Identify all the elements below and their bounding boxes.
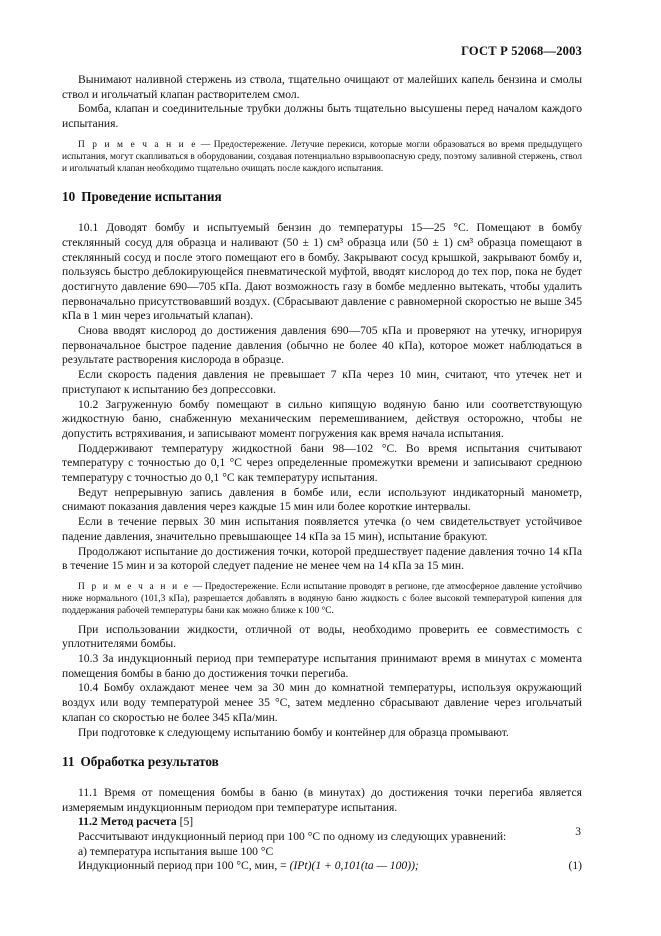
equation bbox=[62, 859, 582, 874]
paragraph: Снова вводят кислород до достижения давления 690—705 кПа и проверяют на утечку, игнорируя первоначальное быстрое падение давления (обычно не более 40 кПа), которое может наблюдаться в результате растворения кислорода в образце. bbox=[62, 324, 582, 367]
paragraph: Вынимают наливной стержень из ствола, тщательно очищают от малейших капель бензина и смолы ствол и игольчатый клапан растворителем смол. bbox=[62, 73, 582, 101]
paragraph: Ведут непрерывную запись давления в бомбе или, если используют индикаторный манометр, снимают показания давления через каждые 15 мин или более короткие интервалы. bbox=[62, 485, 582, 514]
paragraph: Бомба, клапан и соединительные трубки должны быть тщательно высушены перед началом каждого испытания. bbox=[62, 102, 582, 131]
paragraph: 11.1 Время от помещения бомбы в баню (в минутах) до достижения точки перегиба является измеряемым индукционным периодом при температуре испытания. bbox=[62, 785, 582, 814]
paragraph: 10.1 Доводят бомбу и испытуемый бензин до температуры 15—25 °С. Помещают в бомбу стеклянный сосуд для образца и наливают (50 ± 1) см³ образца или (50 ± 1) см³ образца помещают в стеклянный сосуд и после этого помещают его в бомбу. Закрывают сосуд крышкой, закрывают бомбу и, пользуясь быстро деблокирующейся пневматической муфтой, вводят кислород до тех пор, пока не будет достигнуто давление 690—705 кПа. Дают возможность газу в бомбе медленно вытекать, чтобы удалить первоначально присутствовавший воздух. (Сбрасывают давление с равномерной скоростью не выше 345 кПа в 1 мин через игольчатый клапан). bbox=[62, 221, 582, 323]
paragraph: При подготовке к следующему испытанию бомбу и контейнер для образца промывают. bbox=[78, 725, 509, 739]
paragraph: Продолжают испытание до достижения точки, которой предшествует падение давления точно 14 кПа в течение 15 мин и за которой следует падение не менее чем на 14 кПа за 15 мин. bbox=[62, 544, 582, 573]
paragraph: Поддерживают температуру жидкостной бани 98—102 °С. Во время испытания считывают температуру с точностью до 0,1 °С через определенные промежутки времени и записывают среднюю температуру с точностью до 0,1 °С как температуру испытания. bbox=[62, 441, 582, 485]
subsection-heading bbox=[62, 815, 582, 830]
list-item: а) температура испытания выше 100 °С bbox=[78, 844, 274, 858]
note bbox=[62, 581, 582, 618]
note-label: П р и м е ч а н и е bbox=[78, 582, 191, 592]
paragraph: Если скорость падения давления не превышает 7 кПа через 10 мин, считают, что утечек нет и приступают к испытанию без допрессовки. bbox=[62, 368, 582, 396]
paragraph: 10.4 Бомбу охлаждают менее чем за 30 мин до комнатной температуры, используя окружающий воздух или воду температурой менее 35 °С, затем медленно сбрасывают давление через игольчатый клапан со скоростью не более 345 кПа/мин. bbox=[62, 681, 582, 724]
equation-body bbox=[62, 859, 419, 874]
section-number: 11 bbox=[62, 754, 75, 770]
section-title: Обработка результатов bbox=[80, 754, 219, 770]
subsection-title: 11.2 Метод расчета bbox=[78, 815, 177, 829]
paragraph: При использовании жидкости, отличной от воды, необходимо проверить ее совместимость с уплотнителями бомбы. bbox=[62, 622, 582, 651]
equation-lhs: Индукционный период при 100 °С, мин, = bbox=[78, 859, 290, 873]
paragraph: Рассчитывают индукционный период при 100 °С по одному из следующих уравнений: bbox=[78, 830, 507, 844]
equation-rhs: (IPt)(1 + 0,101(ta — 100)); bbox=[289, 859, 419, 873]
paragraph: 10.3 За индукционный период при температуре испытания принимают время в минутах с момента помещения бомбы в баню до достижения точки перегиба. bbox=[62, 652, 582, 680]
equation-number: (1) bbox=[568, 859, 582, 873]
paragraph: Если в течение первых 30 мин испытания появляется утечка (о чем свидетельствует устойчивое падение давления, значительно превышающее 14 кПа за 15 мин), испытание бракуют. bbox=[62, 515, 582, 543]
note-label: П р и м е ч а н и е bbox=[78, 139, 198, 150]
note-text: — Предостережение. Летучие перекиси, которые могли образоваться во время предыдущего испытания, могут скапливаться в оборудовании, создавая потенциально взрывоопасную среду, поэтому заливной стержень, ствол и игольчатый клапан необходимо тщательно очищать после каждого испытания. bbox=[62, 139, 583, 175]
section-heading bbox=[62, 190, 582, 205]
paragraph: 10.2 Загруженную бомбу помещают в сильно кипящую водяную баню или соответствующую жидкостную баню, снабженную механическим перемешиванием, действуя осторожно, чтобы не допустить встряхивания, и записывают момент погружения как время начала испытания. bbox=[62, 397, 582, 440]
section-heading bbox=[62, 755, 582, 770]
page-number: 3 bbox=[575, 826, 581, 838]
note bbox=[62, 139, 582, 176]
section-title: Проведение испытания bbox=[81, 189, 222, 205]
section-number: 10 bbox=[62, 189, 76, 205]
reference: [5] bbox=[176, 815, 194, 829]
note-text: — Предостережение. Если испытание проводят в регионе, где атмосферное давление устойчиво ниже нормального (101,3 кПа), разрешается добавлять в водяную баню жидкость с более высокой температурой кипения для поддержания рабочей температуры бани как можно ближе к 100 °С. bbox=[62, 582, 582, 617]
page-body bbox=[62, 73, 582, 874]
standard-header: ГОСТ Р 52068—2003 bbox=[461, 44, 582, 58]
